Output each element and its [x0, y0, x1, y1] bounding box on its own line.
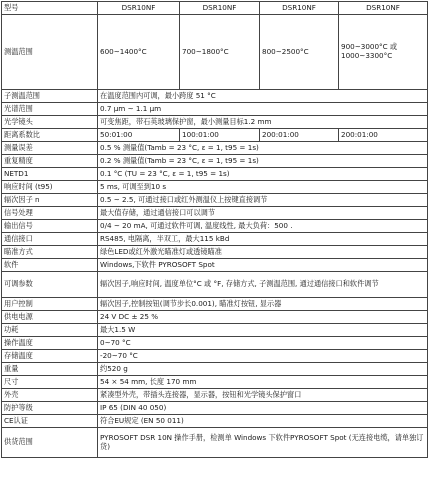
- spec-row: [2, 363, 428, 376]
- spec-row: [2, 298, 428, 311]
- row-label: 响应时间 (t95): [2, 181, 98, 194]
- row-label: 辐次因子 n: [2, 194, 98, 207]
- row-value: 约520 g: [98, 363, 428, 376]
- spec-row: [2, 311, 428, 324]
- row-label: 子测温范围: [2, 90, 98, 103]
- spec-row: [2, 428, 428, 458]
- spec-row: [2, 142, 428, 155]
- spec-row: [2, 246, 428, 259]
- range-row: [2, 15, 428, 90]
- spec-row: [2, 259, 428, 272]
- row-value: 可变焦距，带石英玻璃保护窗，最小测量目标1.2 mm: [98, 116, 428, 129]
- ratio-row: [2, 129, 428, 142]
- row-value: 24 V DC ± 25 %: [98, 311, 428, 324]
- range-value: 800~2500°C: [260, 15, 339, 90]
- row-value: 最大1.5 W: [98, 324, 428, 337]
- row-value: 0.5 % 测量值(Tamb = 23 °C, ε = 1, t95 = 1s): [98, 142, 428, 155]
- spec-row: [2, 155, 428, 168]
- range-value: 700~1800°C: [180, 15, 260, 90]
- row-value: 符合EU规定 (EN 50 011): [98, 415, 428, 428]
- row-label: 用户控制: [2, 298, 98, 311]
- spec-row: [2, 116, 428, 129]
- row-label: 光学镜头: [2, 116, 98, 129]
- row-value: Windows,下软件 PYROSOFT Spot: [98, 259, 428, 272]
- row-label: 供电电源: [2, 311, 98, 324]
- row-value: 最大值存储，通过通信接口可以调节: [98, 207, 428, 220]
- row-label: 瞄准方式: [2, 246, 98, 259]
- row-label: 存储温度: [2, 350, 98, 363]
- ratio-value: 200:01:00: [260, 129, 339, 142]
- model-name: DSR10NF: [180, 2, 260, 15]
- row-value: 0.1 °C (TU = 23 °C, ε = 1, t95 = 1s): [98, 168, 428, 181]
- spec-row: [2, 103, 428, 116]
- spec-row: [2, 415, 428, 428]
- row-value: 0/4 ~ 20 mA, 可通过软件可调, 温度线性, 最大负荷：500 .: [98, 220, 428, 233]
- row-value: 绿色LED或红外激光瞄准灯或透镜瞄准: [98, 246, 428, 259]
- spec-row: [2, 337, 428, 350]
- ratio-value: 200:01:00: [339, 129, 428, 142]
- row-value: 54 × 54 mm, 长度 170 mm: [98, 376, 428, 389]
- ratio-value: 100:01:00: [180, 129, 260, 142]
- spec-row: [2, 233, 428, 246]
- spec-row: [2, 350, 428, 363]
- row-value: PYROSOFT DSR 10N 操作手册，检测单 Windows 下软件PYROSOFT Spot (无连接电缆，请单独订货): [98, 428, 428, 458]
- spec-row: [2, 181, 428, 194]
- range-value: 600~1400°C: [98, 15, 180, 90]
- row-label: 重量: [2, 363, 98, 376]
- spec-table: [1, 1, 428, 458]
- spec-row: [2, 168, 428, 181]
- row-label: 供货范围: [2, 428, 98, 458]
- model-name: DSR10NF: [98, 2, 180, 15]
- header-row: [2, 2, 428, 15]
- row-value: 0.7 µm ~ 1.1 µm: [98, 103, 428, 116]
- spec-row: [2, 220, 428, 233]
- row-label: 输出信号: [2, 220, 98, 233]
- model-name: DSR10NF: [260, 2, 339, 15]
- row-label: 可调参数: [2, 272, 98, 298]
- row-label: 距离系数比: [2, 129, 98, 142]
- spec-table-body: [2, 2, 428, 458]
- row-label: 信号处理: [2, 207, 98, 220]
- spec-row: [2, 207, 428, 220]
- row-label: NETD1: [2, 168, 98, 181]
- row-label: 操作温度: [2, 337, 98, 350]
- row-value: 辐次因子,控制按钮(调节步长0.001), 瞄准灯按钮, 显示器: [98, 298, 428, 311]
- spec-row: [2, 272, 428, 298]
- row-label: 防护等级: [2, 402, 98, 415]
- spec-row: [2, 90, 428, 103]
- row-label: 测量误差: [2, 142, 98, 155]
- row-value: 0~70 °C: [98, 337, 428, 350]
- row-label: 尺寸: [2, 376, 98, 389]
- row-value: RS485, 电隔离，半双工，最大115 kBd: [98, 233, 428, 246]
- row-label: 测温范围: [2, 15, 98, 90]
- row-label: 外壳: [2, 389, 98, 402]
- row-value: 紧凑型外壳，带插头连接器，显示器，按钮和光学镜头保护窗口: [98, 389, 428, 402]
- row-value: -20~70 °C: [98, 350, 428, 363]
- spec-row: [2, 376, 428, 389]
- row-value: 5 ms, 可调至到10 s: [98, 181, 428, 194]
- row-value: 在温度范围内可调，最小跨度 51 °C: [98, 90, 428, 103]
- row-value: 0.5 ~ 2.5, 可通过接口或红外测温仪上按键直接调节: [98, 194, 428, 207]
- ratio-value: 50:01:00: [98, 129, 180, 142]
- row-value: 0.2 % 测量值(Tamb = 23 °C, ε = 1, t95 = 1s): [98, 155, 428, 168]
- row-label: 软件: [2, 259, 98, 272]
- spec-row: [2, 194, 428, 207]
- row-label: 功耗: [2, 324, 98, 337]
- row-value: IP 65 (DIN 40 050): [98, 402, 428, 415]
- row-label: CE认证: [2, 415, 98, 428]
- spec-row: [2, 402, 428, 415]
- header-label: 型号: [2, 2, 98, 15]
- row-value: 辐次因子,响应时间, 温度单位°C 或 °F, 存储方式, 子测温范围, 通过通信接口和软件调节: [98, 272, 428, 298]
- row-label: 光谱范围: [2, 103, 98, 116]
- range-value: 900~3000°C 或 1000~3300°C: [339, 15, 428, 90]
- spec-row: [2, 389, 428, 402]
- row-label: 通信接口: [2, 233, 98, 246]
- spec-row: [2, 324, 428, 337]
- row-label: 重复精度: [2, 155, 98, 168]
- model-name: DSR10NF: [339, 2, 428, 15]
